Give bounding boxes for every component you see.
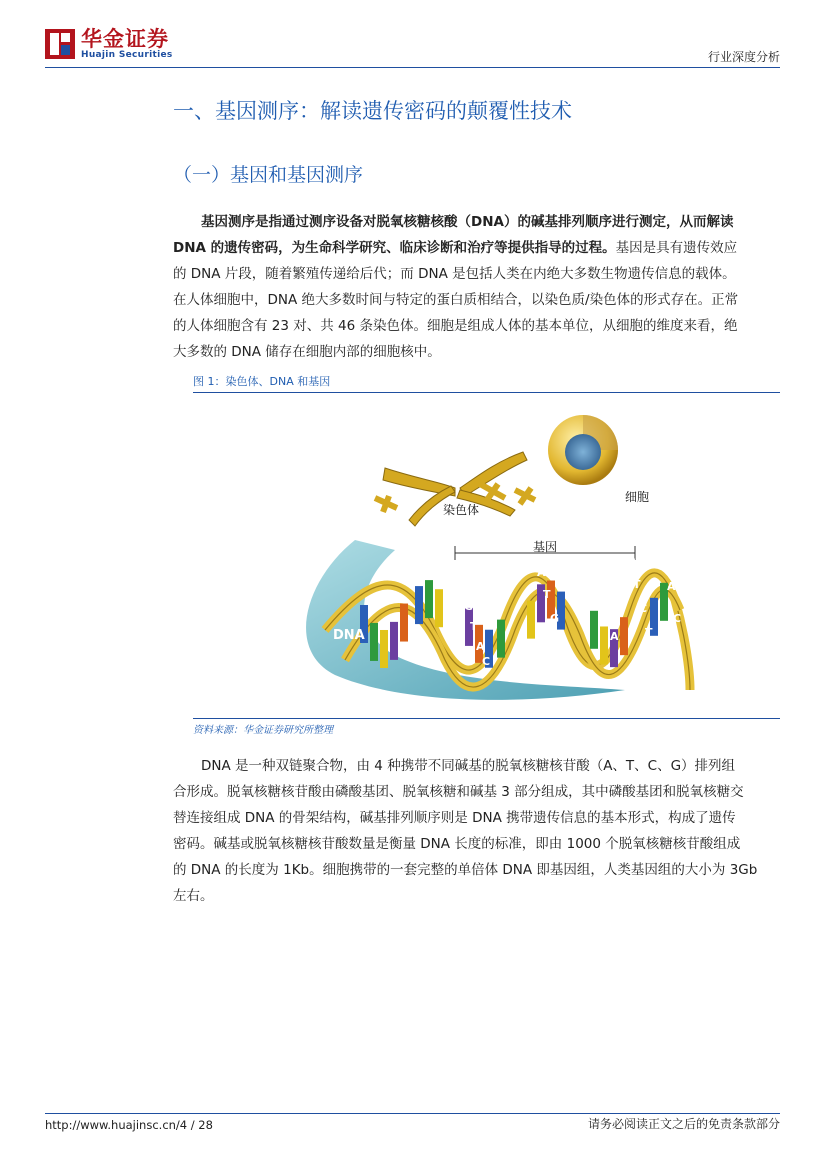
base-letter: C — [482, 655, 491, 668]
base-letter: A — [537, 566, 546, 579]
base-letter: G — [543, 672, 553, 685]
footer-divider — [45, 1113, 780, 1114]
base-letter: C — [639, 602, 648, 615]
paragraph-line: 的 DNA 的长度为 1Kb。细胞携带的一套完整的单倍体 DNA 即基因组，人类基因组的大小为 3Gb — [173, 862, 758, 878]
base-letter: T — [633, 578, 641, 591]
base-letter: A — [535, 650, 544, 663]
cell-label: 细胞 — [625, 490, 650, 504]
base-letter: T — [470, 620, 478, 633]
base-pair-rung — [370, 623, 378, 661]
base-pair-rung — [590, 611, 598, 649]
base-letter: C — [604, 608, 613, 621]
dna-label: DNA — [333, 628, 365, 643]
paragraph-gene-sequencing — [173, 209, 780, 365]
base-pair-rung — [600, 626, 608, 664]
figure-top-rule — [193, 392, 780, 393]
paragraph-dna-structure — [173, 753, 780, 909]
base-letter: A — [610, 630, 619, 643]
huajin-logo-icon — [45, 29, 75, 59]
base-letter: T — [645, 626, 653, 639]
footer-disclaimer: 请务必阅读正文之后的免责条款部分 — [587, 1117, 780, 1131]
paragraph-line: DNA 是一种双链聚合物，由 4 种携带不同碱基的脱氧核糖核苷酸（A、T、C、G）排列组 — [201, 758, 736, 774]
base-letter: G — [464, 600, 474, 613]
base-letter: A — [667, 580, 676, 593]
base-letter: A — [597, 584, 606, 597]
paragraph-line: DNA 的遗传密码，为生命科学研究、临床诊断和治疗等提供指导的过程。基因是具有遗传效应 — [173, 240, 738, 256]
logo-chinese-name: 华金证券 — [81, 27, 169, 51]
base-letter: A — [476, 640, 485, 653]
figure-caption: 图 1：染色体、DNA 和基因 — [193, 375, 331, 388]
paragraph-line: 在人体细胞中，DNA 绝大多数时间与特定的蛋白质相结合，以染色质/染色体的形式存在。正常 — [173, 292, 739, 308]
figure-bottom-rule — [193, 718, 780, 719]
base-letter: C — [673, 612, 682, 625]
base-letter: G — [627, 556, 637, 569]
gene-label: 基因 — [533, 540, 558, 554]
chromosome-label: 染色体 — [443, 503, 480, 517]
base-letter: T — [543, 588, 551, 601]
base-pair-rung — [400, 604, 408, 642]
report-type-label: 行业深度分析 — [707, 50, 780, 64]
base-letter: G — [550, 612, 560, 625]
base-pair-rung — [497, 620, 505, 658]
base-letter: A — [561, 658, 570, 671]
base-pair-rung — [425, 580, 433, 618]
base-pair-rung — [435, 589, 443, 627]
base-pair-rung — [380, 630, 388, 668]
base-letter: C — [458, 580, 467, 593]
paragraph-line: 大多数的 DNA 储存在细胞内部的细胞核中。 — [173, 344, 441, 360]
paragraph-line: 左右。 — [173, 888, 214, 904]
logo-english-name: Huajin Securities — [81, 50, 173, 60]
base-letter: T — [556, 636, 564, 649]
paragraph-line: 基因测序是指通过测序设备对脱氧核糖核酸（DNA）的碱基排列顺序进行测定，从而解读 — [201, 214, 734, 230]
figure-source: 资料来源：华金证券研究所整理 — [193, 725, 333, 736]
base-pair-rung — [390, 622, 398, 660]
dna-illustration — [265, 400, 705, 710]
paragraph-line: 的人体细胞含有 23 对、共 46 条染色体。细胞是组成人体的基本单位，从细胞的维度来看，绝 — [173, 318, 738, 334]
paragraph-line: 替连接组成 DNA 的骨架结构，碱基排列顺序则是 DNA 携带遗传信息的基本形式，构成了遗传 — [173, 810, 736, 826]
header-divider — [45, 67, 780, 68]
base-pair-rung — [415, 586, 423, 624]
footer-url-page: http://www.huajinsc.cn/4 / 28 — [45, 1118, 213, 1132]
paragraph-line: 密码。碱基或脱氧核糖核苷酸数量是衡量 DNA 长度的标准，即由 1000 个脱氧核糖核苷酸组成 — [173, 836, 741, 852]
base-pair-rung — [527, 601, 535, 639]
paragraph-line: 的 DNA 片段，随着繁殖传递给后代；而 DNA 是包括人类在内绝大多数生物遗传信息的载体。 — [173, 266, 736, 282]
paragraph-line: 合形成。脱氧核糖核苷酸由磷酸基团、脱氧核糖和碱基 3 部分组成，其中磷酸基团和脱氧核糖交 — [173, 784, 744, 800]
base-letter: T — [590, 562, 598, 575]
base-pair-rung — [620, 617, 628, 655]
dna-helix-graphic — [265, 400, 705, 710]
section-heading: 一、基因测序：解读遗传密码的颠覆性技术 — [173, 99, 572, 123]
subsection-heading: （一）基因和基因测序 — [173, 164, 364, 186]
